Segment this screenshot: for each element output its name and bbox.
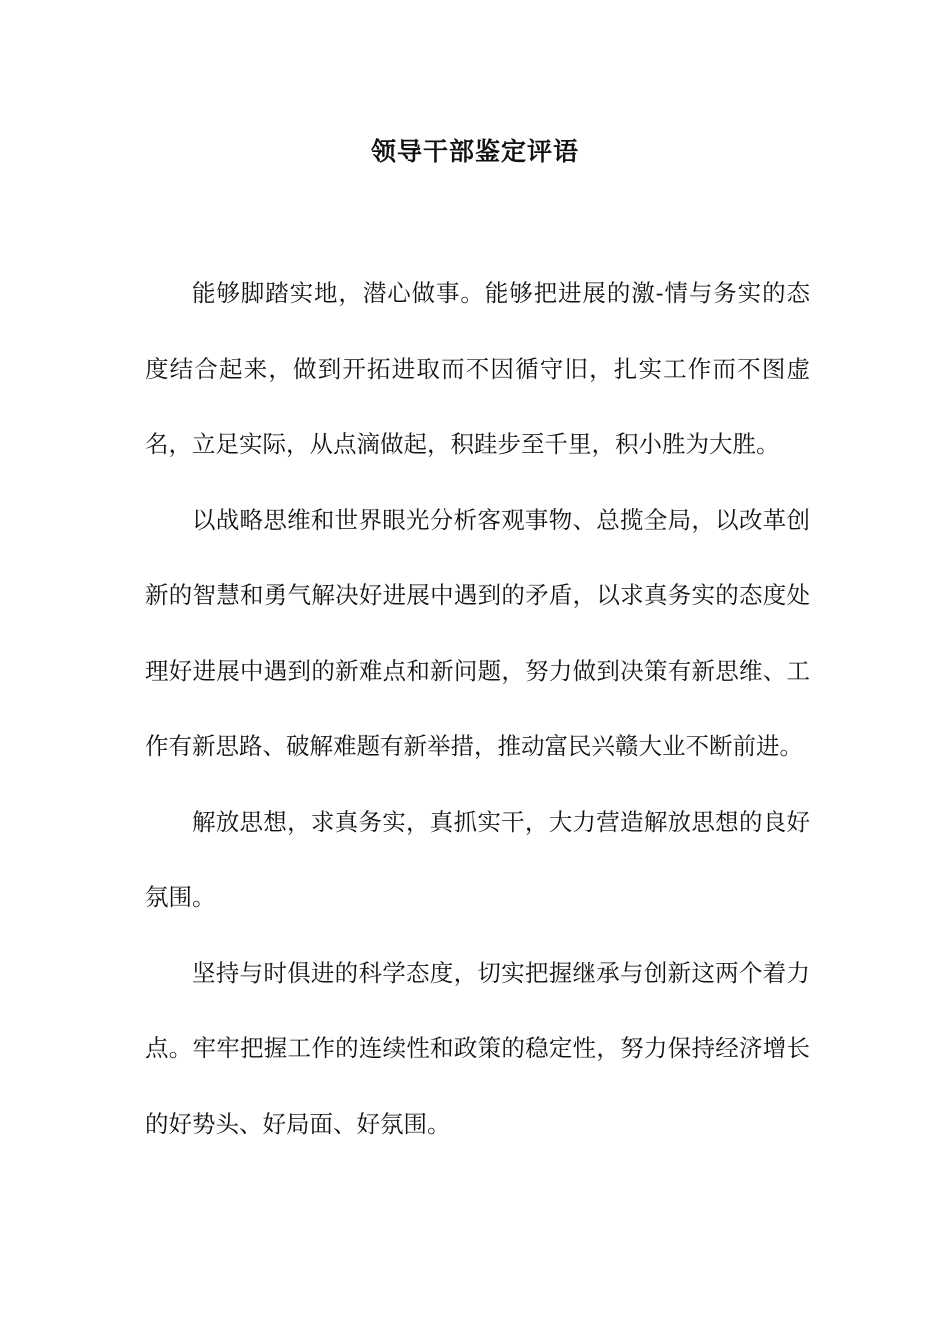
paragraph-3: 解放思想，求真务实，真抓实干，大力营造解放思想的良好氛围。 — [145, 807, 810, 911]
paragraph-1: 能够脚踏实地，潜心做事。能够把进展的激-情与务实的态度结合起来，做到开拓进取而不因循守旧，扎实工作而不图虚名，立足实际，从点滴做起，积跬步至千里，积小胜为大胜。 — [145, 279, 810, 458]
document-title: 领导干部鉴定评语 — [370, 137, 579, 166]
document-body — [145, 256, 810, 1162]
paragraph-2: 以战略思维和世界眼光分析客观事物、总揽全局，以改革创新的智慧和勇气解决好进展中遇到的矛盾，以求真务实的态度处理好进展中遇到的新难点和新问题，努力做到决策有新思维、工作有新思路、破解难题有新举措，推动富民兴赣大业不断前进。 — [145, 505, 810, 760]
paragraph-4: 坚持与时俱进的科学态度，切实把握继承与创新这两个着力点。牢牢把握工作的连续性和政策的稳定性，努力保持经济增长的好势头、好局面、好氛围。 — [145, 958, 810, 1138]
